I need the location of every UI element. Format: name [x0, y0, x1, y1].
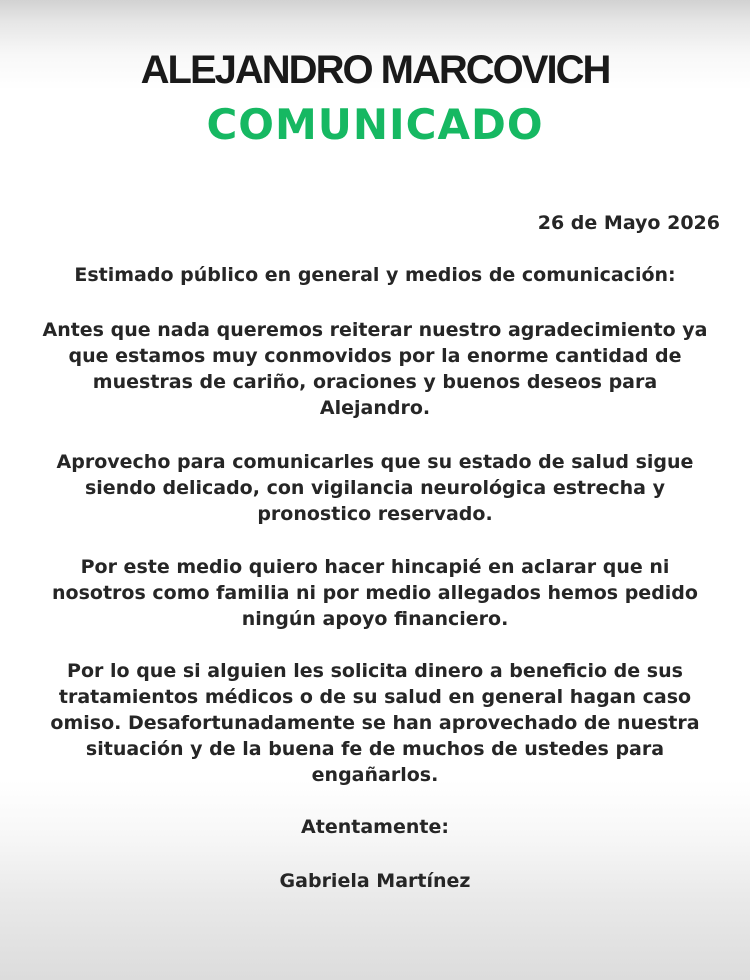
paragraph-line: pronostico reservado.: [257, 503, 493, 525]
paragraph-line: tratamientos médicos o de su salud en general hagan caso: [58, 686, 692, 708]
paragraph-line: que estamos muy conmovidos por la enorme cantidad de: [68, 345, 682, 367]
letter-date: 26 de Mayo 2026: [537, 212, 720, 234]
paragraph-line: siendo delicado, con vigilancia neurológica estrecha y: [84, 477, 665, 499]
letter-signature: Gabriela Martínez: [279, 870, 471, 892]
paragraph-line: nosotros como familia ni por medio allegados hemos pedido: [52, 582, 698, 604]
paragraph-line: ningún apoyo financiero.: [241, 608, 509, 630]
author-name-heading: ALEJANDRO MARCOVICH: [140, 48, 610, 92]
communique-title: COMUNICADO: [206, 100, 544, 149]
paragraph-line: Aprovecho para comunicarles que su estado de salud sigue: [56, 451, 694, 473]
letter-greeting: Estimado público en general y medios de comunicación:: [74, 264, 676, 286]
paragraph-fraud-warning: [18, 658, 732, 788]
paragraph-line: omiso. Desafortunadamente se han aprovechado de nuestra: [50, 712, 700, 734]
paragraph-health-status: [18, 449, 732, 527]
paragraph-line: muestras de cariño, oraciones y buenos deseos para: [92, 371, 658, 393]
paragraph-line: Por este medio quiero hacer hincapié en aclarar que ni: [80, 556, 670, 578]
paragraph-line: engañarlos.: [311, 764, 439, 786]
paragraph-line: Por lo que si alguien les solicita dinero a beneficio de sus: [67, 660, 683, 682]
paragraph-gratitude: [18, 317, 732, 421]
paragraph-no-financial-support: [18, 554, 732, 632]
paragraph-line: Alejandro.: [319, 397, 431, 419]
letter-closing: Atentamente:: [301, 816, 449, 838]
paragraph-line: situación y de la buena fe de muchos de ustedes para: [85, 738, 665, 760]
paragraph-line: Antes que nada queremos reiterar nuestro agradecimiento ya: [42, 319, 708, 341]
